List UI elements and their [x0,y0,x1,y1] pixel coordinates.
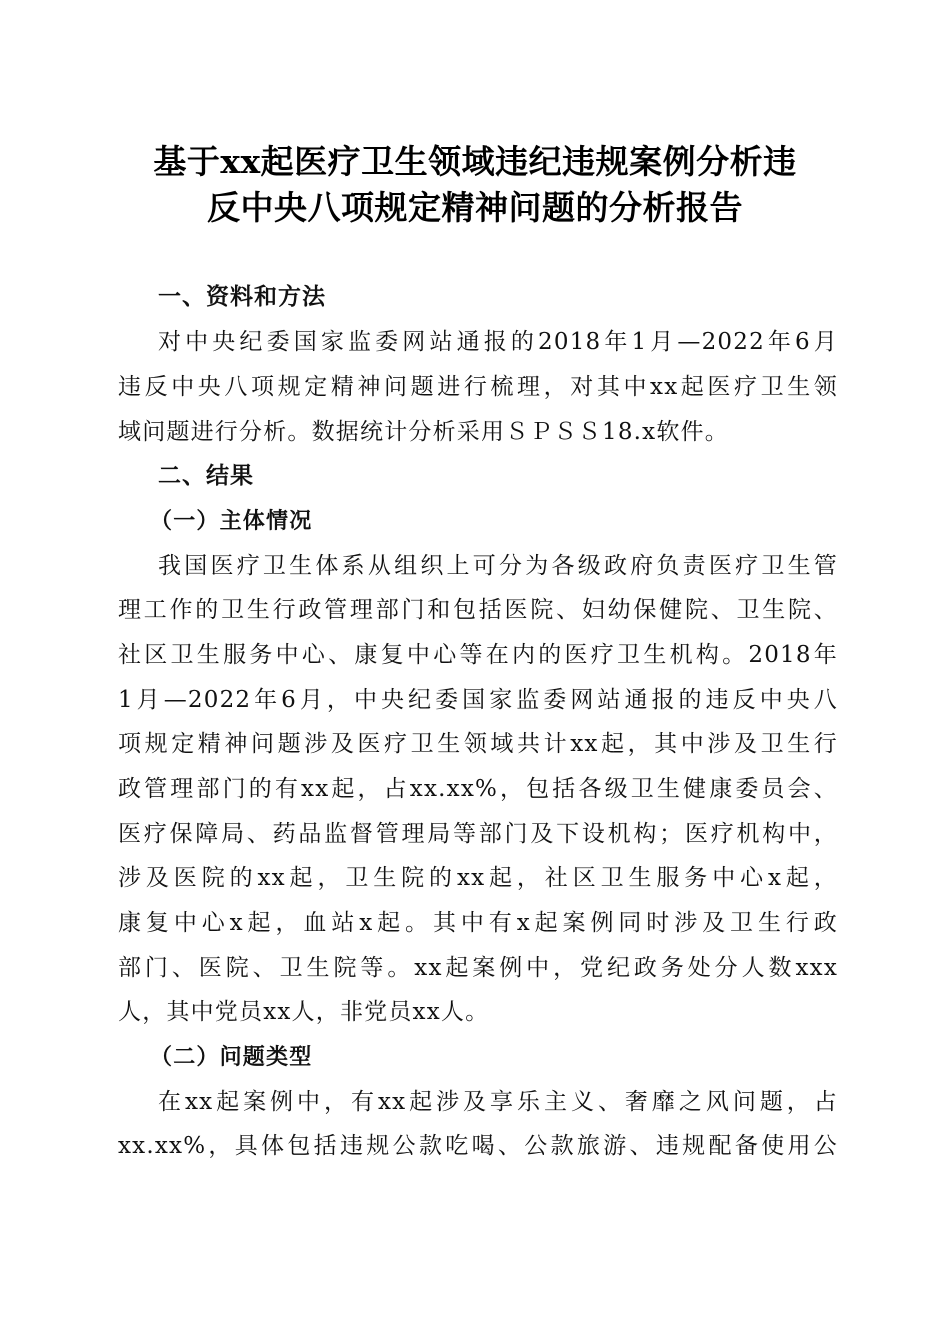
subsection-1-line: 人，其中党员xx人，非党员xx人。 [118,999,490,1025]
section-1-line: 域问题进行分析。数据统计分析采用ＳＰＳＳ18.x软件。 [118,419,729,445]
subsection-2-line: xx.xx%，具体包括违规公款吃喝、公款旅游、违规配备使用公 [118,1133,838,1159]
subsection-1-heading: （一）主体情况 [150,508,313,534]
subsection-2-heading: （二）问题类型 [150,1044,313,1070]
subsection-1-line: 我国医疗卫生体系从组织上可分为各级政府负责医疗卫生管 [158,553,838,579]
subsection-1-line: 理工作的卫生行政管理部门和包括医院、妇幼保健院、卫生院、 [118,597,838,623]
subsection-2-line: 在xx起案例中，有xx起涉及享乐主义、奢靡之风问题，占 [158,1089,838,1115]
subsection-1-line: 部门、医院、卫生院等。xx起案例中，党纪政务处分人数xxx [118,955,838,981]
subsection-1-line: 项规定精神问题涉及医疗卫生领域共计xx起，其中涉及卫生行 [118,731,838,757]
section-2-heading: 二、结果 [158,463,254,489]
subsection-1-line: 政管理部门的有xx起，占xx.xx%，包括各级卫生健康委员会、 [118,776,838,802]
subsection-1-line: 1月—2022年6月，中央纪委国家监委网站通报的违反中央八 [118,687,838,713]
section-1-line: 对中央纪委国家监委网站通报的2018年1月—2022年6月 [158,329,838,355]
section-1-heading: 一、资料和方法 [158,284,326,310]
subsection-1-line: 康复中心x起，血站x起。其中有x起案例同时涉及卫生行政 [118,910,838,936]
subsection-1-line: 医疗保障局、药品监督管理局等部门及下设机构；医疗机构中， [118,821,838,847]
subsection-1-line: 涉及医院的xx起，卫生院的xx起，社区卫生服务中心x起， [118,865,838,891]
subsection-1-line: 社区卫生服务中心、康复中心等在内的医疗卫生机构。2018年 [118,642,838,668]
document-title-line-1: 基于xx起医疗卫生领域违纪违规案例分析违 [153,142,797,181]
document-title-line-2: 反中央八项规定精神问题的分析报告 [207,188,743,227]
section-1-line: 违反中央八项规定精神问题进行梳理，对其中xx起医疗卫生领 [118,374,838,400]
